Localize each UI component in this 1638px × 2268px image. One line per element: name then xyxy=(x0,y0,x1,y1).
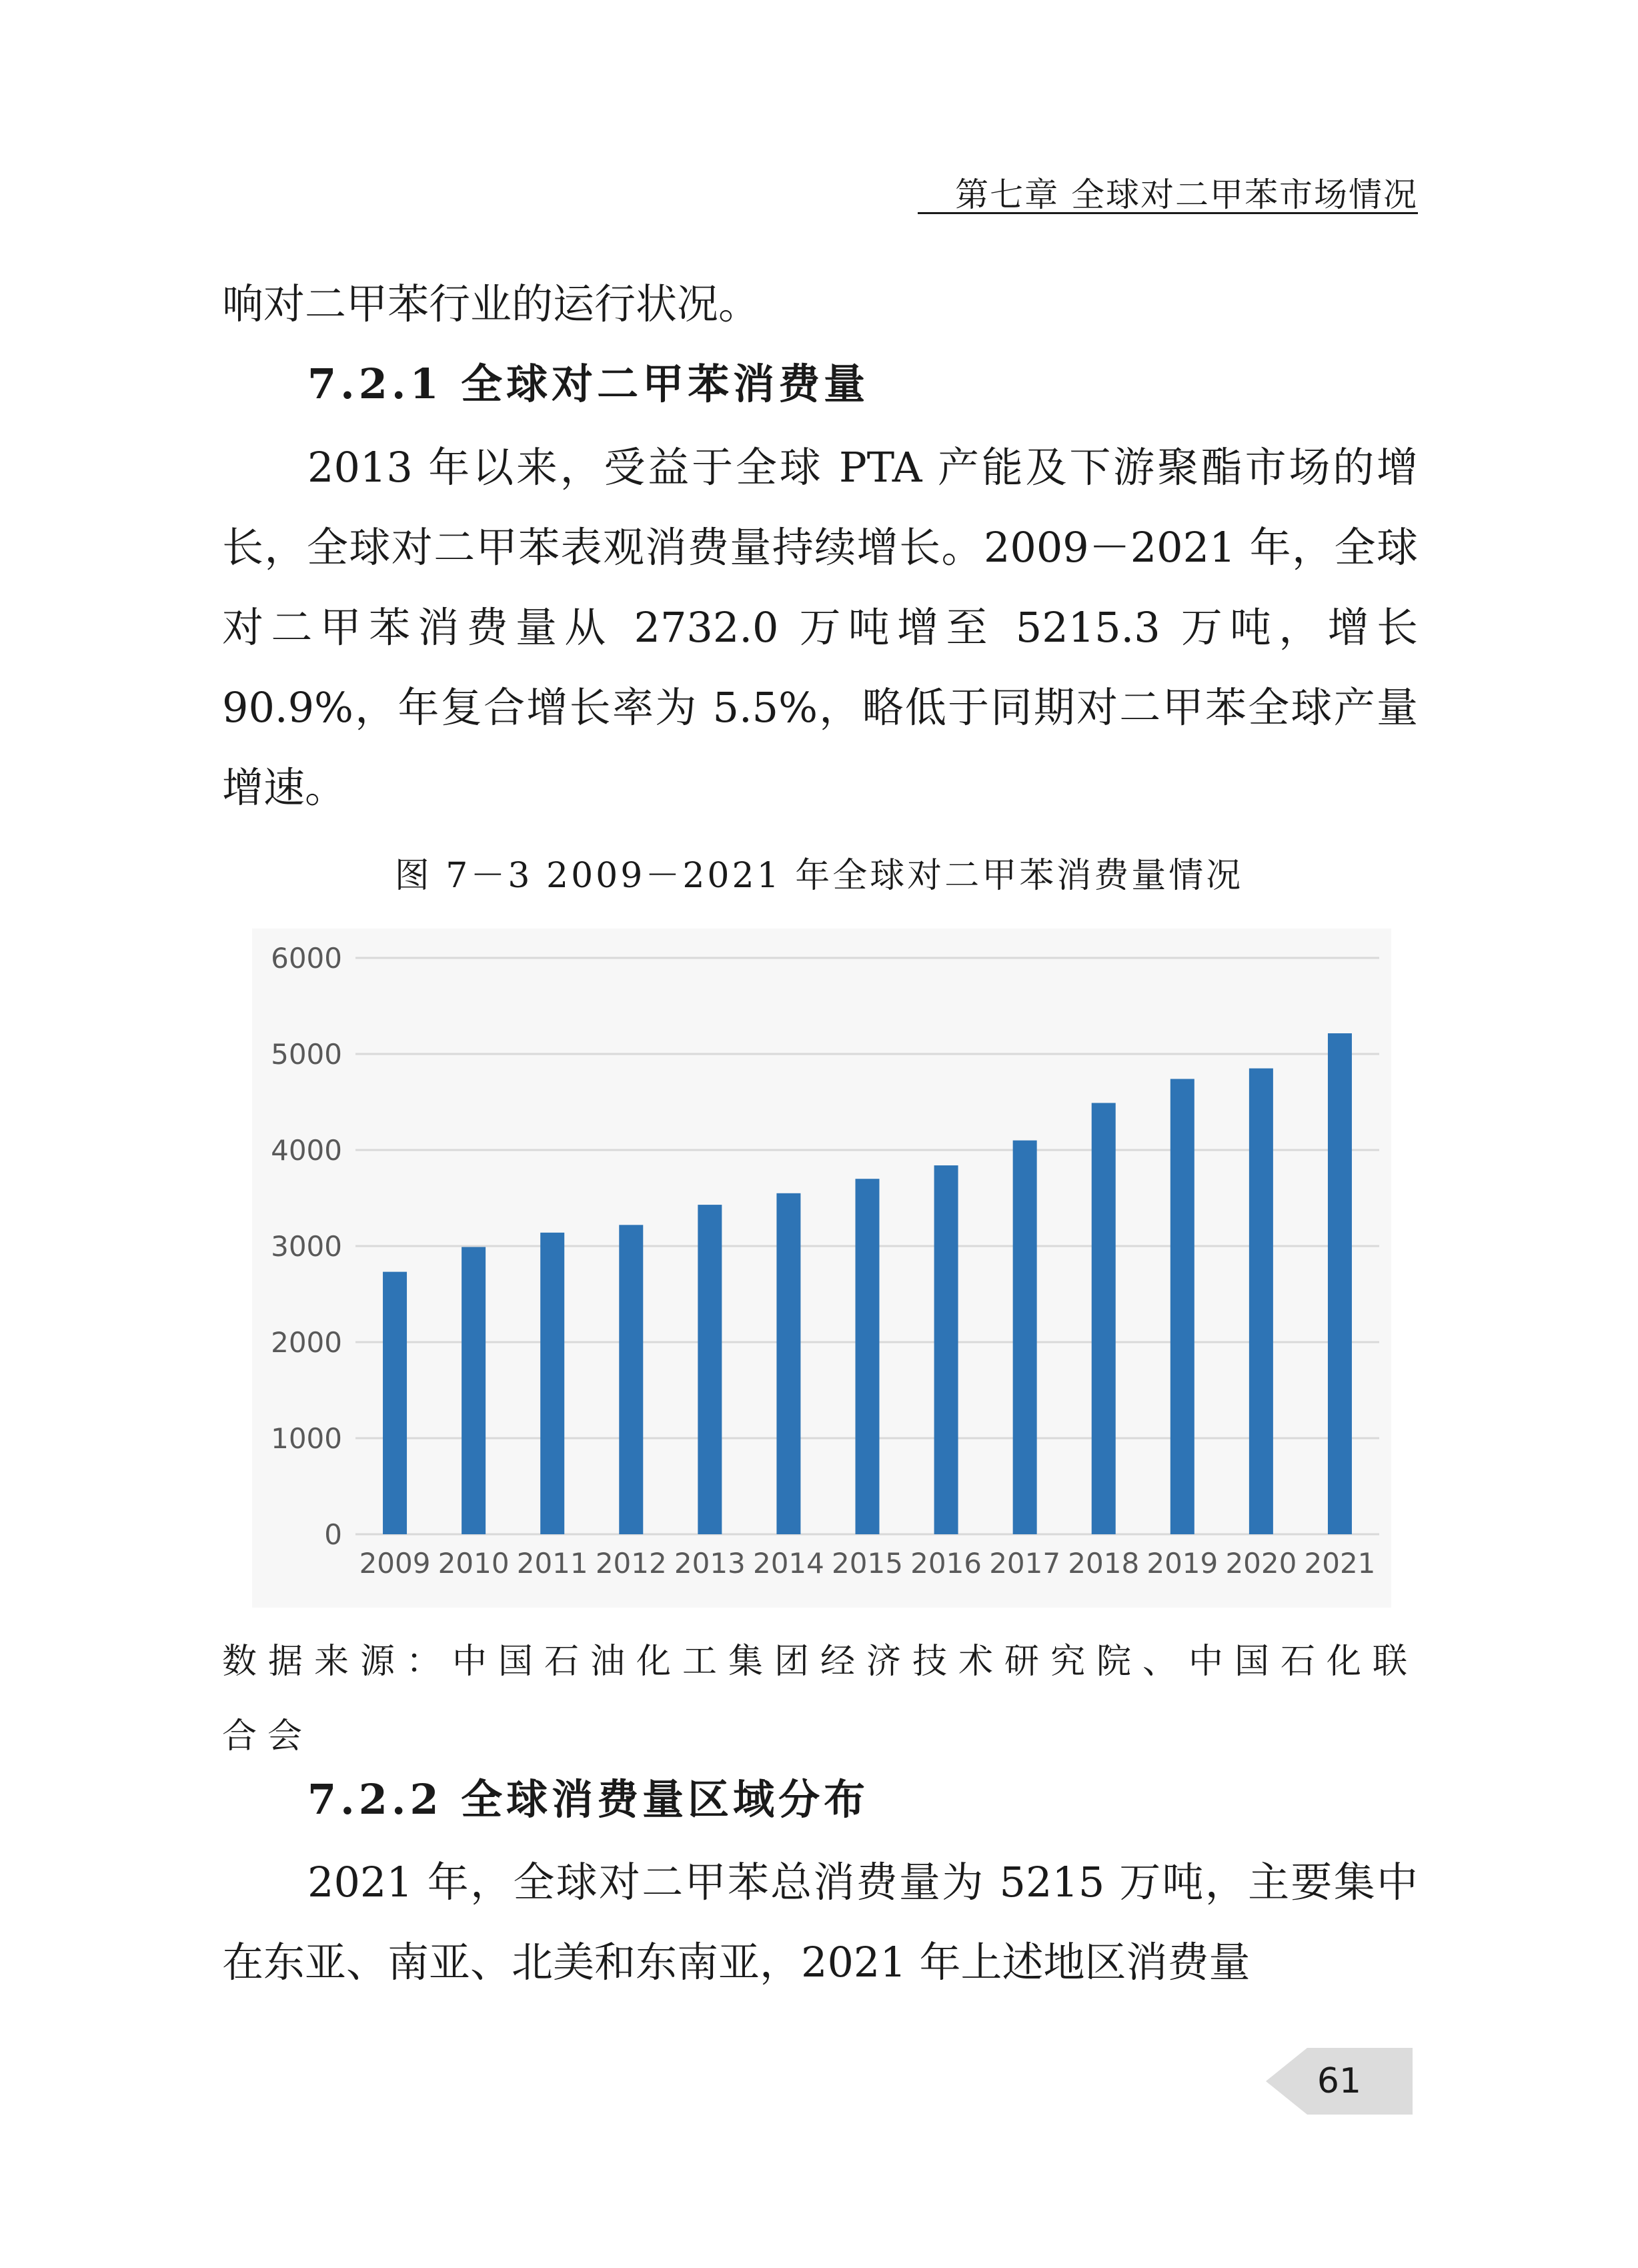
bar-2011 xyxy=(540,1233,564,1534)
y-tick-label: 5000 xyxy=(271,1038,342,1071)
section-heading-7-2-2: 7.2.2 全球消费量区域分布 xyxy=(307,1775,870,1824)
page-number: 61 xyxy=(1317,2061,1362,2101)
x-tick-label: 2009 xyxy=(359,1547,431,1580)
bar-2021 xyxy=(1328,1033,1352,1534)
x-tick-label: 2012 xyxy=(595,1547,667,1580)
paragraph-consumption: 2013 年以来，受益于全球 PTA 产能及下游聚酯市场的增长，全球对二甲苯表观消费量持续增长。2009－2021 年，全球对二甲苯消费量从 2732.0 万吨增至 5215.3 万吨，增长 90.9%，年复合增长率为 5.5%，略低于同期对二甲苯全球产量增速。 xyxy=(222,443,1418,812)
bar-2015 xyxy=(856,1179,880,1534)
bar-2009 xyxy=(383,1272,407,1534)
x-tick-label: 2010 xyxy=(438,1547,510,1580)
paragraph-regional: 2021 年，全球对二甲苯总消费量为 5215 万吨，主要集中在东亚、南亚、北美和东南亚，2021 年上述地区消费量 xyxy=(222,1858,1418,1987)
bar-2014 xyxy=(776,1193,800,1534)
chart-svg xyxy=(252,929,1391,1608)
x-tick-label: 2019 xyxy=(1146,1547,1218,1580)
running-header: 第七章 全球对二甲苯市场情况 xyxy=(955,175,1418,214)
x-tick-label: 2016 xyxy=(910,1547,982,1580)
paragraph-continued: 响对二甲苯行业的运行状况。 xyxy=(222,279,760,328)
data-source-note: 数据来源：中国石油化工集团经济技术研究院、中国石化联合会 xyxy=(222,1642,1418,1756)
bar-chart xyxy=(252,929,1391,1608)
x-tick-label: 2017 xyxy=(989,1547,1061,1580)
bar-2012 xyxy=(619,1225,643,1534)
x-tick-label: 2013 xyxy=(674,1547,746,1580)
bar-2013 xyxy=(698,1205,722,1534)
x-tick-label: 2020 xyxy=(1225,1547,1297,1580)
x-tick-label: 2014 xyxy=(752,1547,824,1580)
y-tick-label: 2000 xyxy=(271,1326,342,1359)
bar-2019 xyxy=(1170,1079,1194,1534)
header-rule xyxy=(918,212,1418,214)
y-tick-label: 0 xyxy=(324,1518,342,1551)
x-tick-label: 2011 xyxy=(516,1547,588,1580)
y-tick-label: 4000 xyxy=(271,1134,342,1167)
bar-2018 xyxy=(1092,1103,1116,1534)
bar-2020 xyxy=(1249,1069,1273,1534)
x-tick-label: 2015 xyxy=(832,1547,903,1580)
bar-2010 xyxy=(462,1247,486,1534)
page-number-badge xyxy=(1266,2045,1413,2118)
y-tick-label: 6000 xyxy=(271,942,342,975)
figure-caption: 图 7－3 2009－2021 年全球对二甲苯消费量情况 xyxy=(394,856,1244,896)
y-tick-label: 3000 xyxy=(271,1230,342,1263)
x-tick-label: 2018 xyxy=(1068,1547,1140,1580)
bar-2017 xyxy=(1013,1141,1037,1534)
y-tick-label: 1000 xyxy=(271,1422,342,1455)
bar-2016 xyxy=(934,1165,958,1534)
section-heading-7-2-1: 7.2.1 全球对二甲苯消费量 xyxy=(307,360,870,408)
x-tick-label: 2021 xyxy=(1304,1547,1376,1580)
